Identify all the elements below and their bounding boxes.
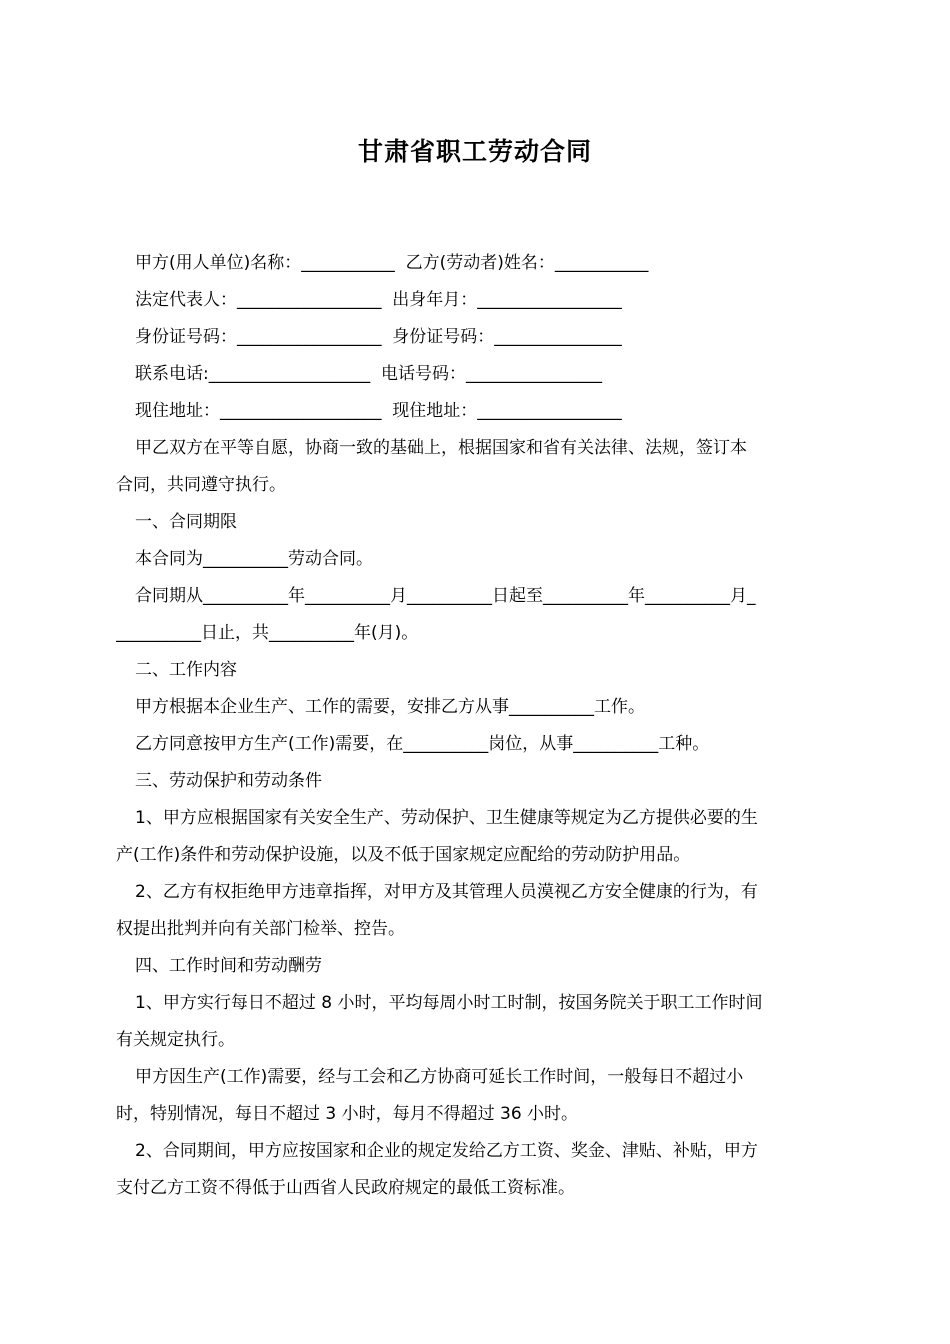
document-line: 二、工作内容: [135, 660, 237, 680]
document-line: 2、乙方有权拒绝甲方违章指挥，对甲方及其管理人员漠视乙方安全健康的行为，有: [135, 882, 758, 902]
document-line: 权提出批判并向有关部门检举、控告。: [116, 919, 405, 939]
document-line: 1、甲方应根据国家有关安全生产、劳动保护、卫生健康等规定为乙方提供必要的生: [135, 808, 758, 828]
document-line: 身份证号码：_________________ 身份证号码：_______________: [135, 327, 622, 347]
document-line: 法定代表人：_________________ 出身年月：_________________: [135, 290, 622, 310]
document-line: 支付乙方工资不得低于山西省人民政府规定的最低工资标准。: [116, 1178, 575, 1198]
document-line: 乙方同意按甲方生产(工作)需要，在__________岗位，从事__________工种。: [135, 734, 710, 754]
document-line: 甲乙双方在平等自愿，协商一致的基础上，根据国家和省有关法律、法规，签订本: [135, 438, 747, 458]
document-line: 甲方(用人单位)名称：___________ 乙方(劳动者)姓名：___________: [135, 253, 649, 273]
document-line: 有关规定执行。: [116, 1030, 235, 1050]
document-line: __________日止，共__________年(月)。: [116, 623, 419, 643]
document-line: 合同期从__________年__________月__________日起至__________年__________月_: [135, 586, 756, 606]
document-line: 时，特别情况，每日不超过 3 小时，每月不得超过 36 小时。: [116, 1104, 579, 1124]
document-line: 甲方因生产(工作)需要，经与工会和乙方协商可延长工作时间，一般每日不超过小: [135, 1067, 744, 1087]
document-line: 联系电话:___________________ 电话号码：________________: [135, 364, 603, 384]
document-line: 产(工作)条件和劳动保护设施，以及不低于国家规定应配给的劳动防护用品。: [116, 845, 691, 865]
document-line: 2、合同期间，甲方应按国家和企业的规定发给乙方工资、奖金、津贴、补贴，甲方: [135, 1141, 758, 1161]
document-line: 合同，共同遵守执行。: [116, 475, 286, 495]
document-title: 甘肃省职工劳动合同: [357, 137, 592, 166]
document-line: 本合同为__________劳动合同。: [135, 549, 373, 569]
document-line: 甲方根据本企业生产、工作的需要，安排乙方从事__________工作。: [135, 697, 645, 717]
document-line: 1、甲方实行每日不超过 8 小时，平均每周小时工时制，按国务院关于职工工作时间: [135, 993, 763, 1013]
document-line: 现住地址：___________________ 现住地址：_________________: [135, 401, 622, 421]
document-line: 一、合同期限: [135, 512, 237, 532]
document-line: 三、劳动保护和劳动条件: [135, 771, 322, 791]
document-line: 四、工作时间和劳动酬劳: [135, 956, 322, 976]
document-body: [116, 245, 836, 1207]
